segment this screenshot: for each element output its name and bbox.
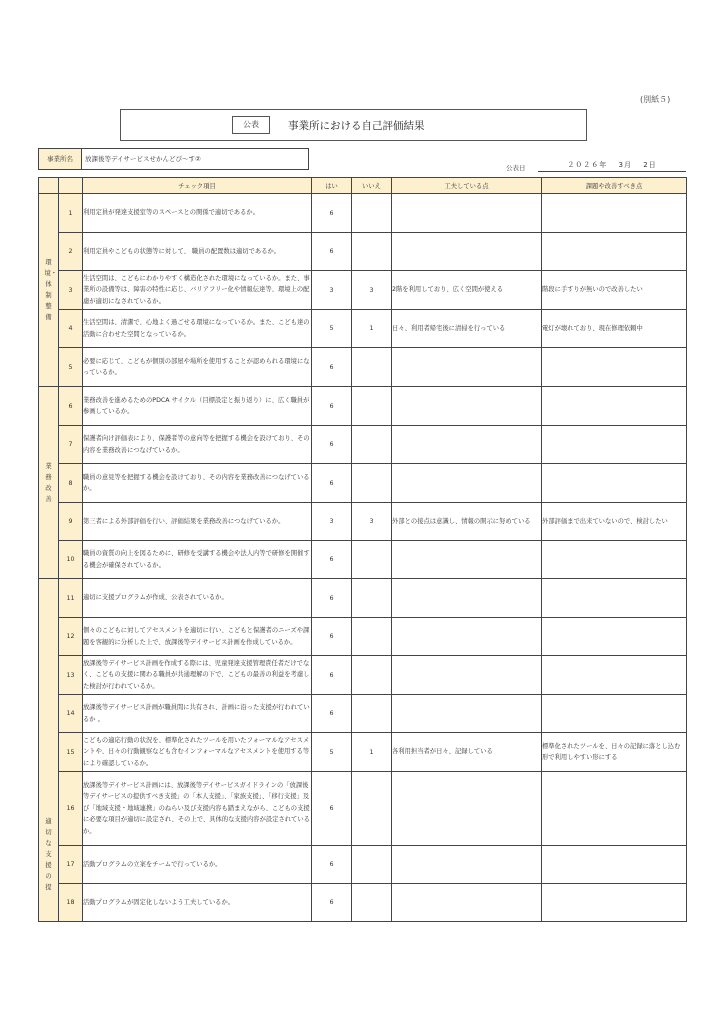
item-number: 3 — [59, 271, 83, 310]
header-good-points: 工夫している点 — [392, 178, 542, 194]
good-points — [392, 541, 542, 579]
item-number: 11 — [59, 579, 83, 618]
issues — [542, 772, 687, 846]
table-row — [39, 464, 687, 503]
category-label: 業務改善 — [45, 462, 52, 503]
table-row — [39, 271, 687, 310]
table-row — [39, 310, 687, 348]
item-number: 8 — [59, 464, 83, 503]
issues — [542, 464, 687, 503]
yes-count: 5 — [312, 310, 352, 348]
no-count — [352, 348, 392, 387]
no-count: 1 — [352, 310, 392, 348]
yes-count: 6 — [312, 656, 352, 695]
no-count — [352, 464, 392, 503]
good-points — [392, 387, 542, 426]
check-item: 放課後等デイサービス計画が職員間に共有され、計画に沿った支援が行われているか 。 — [83, 695, 312, 733]
header-category — [39, 178, 59, 194]
good-points — [392, 348, 542, 387]
issues — [542, 695, 687, 733]
item-number: 18 — [59, 884, 83, 922]
category-cell — [39, 579, 59, 922]
table-row — [39, 348, 687, 387]
table-row — [39, 194, 687, 233]
item-number: 2 — [59, 233, 83, 271]
no-count — [352, 233, 392, 271]
issues — [542, 618, 687, 656]
no-count — [352, 426, 392, 464]
yes-count: 6 — [312, 618, 352, 656]
table-row — [39, 846, 687, 884]
good-points — [392, 618, 542, 656]
table-header-row — [39, 178, 687, 194]
check-item: こどもの適応行動の状況を、標準化されたツールを用いたフォーマルなアセスメントや、日々の行動観察なども含むインフォーマルなアセスメントを使用する等により確認しているか。 — [83, 733, 312, 772]
good-points — [392, 426, 542, 464]
header-yes: はい — [312, 178, 352, 194]
issues: 電灯が壊れており、現在修理依頼中 — [542, 310, 687, 348]
table-row — [39, 233, 687, 271]
check-item: 利用定員やこどもの状態等に対して、 職員の配置数は適切であるか。 — [83, 233, 312, 271]
yes-count: 6 — [312, 846, 352, 884]
good-points — [392, 194, 542, 233]
yes-count: 3 — [312, 271, 352, 310]
issues — [542, 348, 687, 387]
good-points — [392, 579, 542, 618]
yes-count: 6 — [312, 579, 352, 618]
item-number: 17 — [59, 846, 83, 884]
table-row — [39, 426, 687, 464]
yes-count: 6 — [312, 387, 352, 426]
check-item: 利用定員が発達支援室等のスペースとの関係で適切であるか。 — [83, 194, 312, 233]
check-item: 保護者向け評価表により、保護者等の意向等を把握する機会を設けており、その内容を業務改善につなげているか。 — [83, 426, 312, 464]
table-row — [39, 884, 687, 922]
issues: 階段に手すりが無いので改善したい — [542, 271, 687, 310]
check-item: 職員の意見等を把握する機会を設けており、その内容を業務改善につなげているか。 — [83, 464, 312, 503]
no-count — [352, 618, 392, 656]
header-check-item: チェック項目 — [83, 178, 312, 194]
table-row — [39, 579, 687, 618]
yes-count: 6 — [312, 194, 352, 233]
item-number: 6 — [59, 387, 83, 426]
item-number: 15 — [59, 733, 83, 772]
yes-count: 6 — [312, 464, 352, 503]
no-count — [352, 884, 392, 922]
issues: 外部評価まで出来ていないので、検討したい — [542, 503, 687, 541]
category-label: 環境・体制整備 — [44, 259, 58, 321]
no-count — [352, 541, 392, 579]
no-count — [352, 387, 392, 426]
item-number: 16 — [59, 772, 83, 846]
check-item: 適切に支援プログラムが作成、公表されているか。 — [83, 579, 312, 618]
item-number: 7 — [59, 426, 83, 464]
no-count — [352, 194, 392, 233]
page-title: 事業所における自己評価結果 — [288, 120, 425, 132]
item-number: 10 — [59, 541, 83, 579]
check-item: 放課後等デイサービス計画には、放課後等デイサービスガイドラインの「放課後等デイサービスの提供すべき支援」の「本人支援」、「家族支援」、「移行支援」及び「地域支援・地域連携」のねらい及び支援内容も踏まえながら、こどもの支援に必要な項目が適切に設定され、その上で、具体的な支援内容が設定されているか。 — [83, 772, 312, 846]
check-item: 業務改善を進めるためのPDCA サイクル（目標設定と振り返り）に、広く職員が参画しているか。 — [83, 387, 312, 426]
check-item: 活動プログラムの立案をチームで行っているか。 — [83, 846, 312, 884]
self-evaluation-table — [38, 177, 687, 922]
good-points: 日々、利用者帰宅後に清掃を行っている — [392, 310, 542, 348]
no-count — [352, 656, 392, 695]
check-item: 生活空間は、清潔で、心地よく過ごせる環境になっているか。また、こども達の活動に合わせた空間となっているか。 — [83, 310, 312, 348]
check-item: 生活空間は、こどもにわかりやすく構造化された環境になっているか。また、事業所の設備等は、障害の特性に応じ、バリアフリー化や情報伝達等、環境上の配慮が適切になされているか。 — [83, 271, 312, 310]
category-cell — [39, 387, 59, 579]
issues — [542, 426, 687, 464]
table-row — [39, 656, 687, 695]
yes-count: 3 — [312, 503, 352, 541]
yes-count: 6 — [312, 541, 352, 579]
issues — [542, 884, 687, 922]
table-row — [39, 772, 687, 846]
yes-count: 6 — [312, 233, 352, 271]
item-number: 9 — [59, 503, 83, 541]
item-number: 13 — [59, 656, 83, 695]
office-name-label: 事業所名 — [38, 148, 82, 170]
category-cell — [39, 194, 59, 387]
check-item: 活動プログラムが固定化しないよう工夫しているか。 — [83, 884, 312, 922]
item-number: 14 — [59, 695, 83, 733]
issues — [542, 194, 687, 233]
issues — [542, 541, 687, 579]
publication-date-label: 公表日 — [506, 164, 526, 172]
category-label: 適切な支援の提 — [45, 817, 52, 891]
table-row — [39, 733, 687, 772]
yes-count: 6 — [312, 695, 352, 733]
publication-badge: 公表 — [232, 116, 270, 134]
good-points — [392, 695, 542, 733]
issues — [542, 579, 687, 618]
issues — [542, 387, 687, 426]
good-points — [392, 884, 542, 922]
no-count — [352, 695, 392, 733]
header-no: いいえ — [352, 178, 392, 194]
item-number: 1 — [59, 194, 83, 233]
good-points — [392, 846, 542, 884]
no-count: 3 — [352, 503, 392, 541]
issues: 標準化されたツールを、日々の記録に落とし込む形で利用しやすい形にする — [542, 733, 687, 772]
no-count: 1 — [352, 733, 392, 772]
good-points — [392, 656, 542, 695]
item-number: 12 — [59, 618, 83, 656]
check-item: 個々のこどもに対してアセスメントを適切に行い、こどもと保護者のニーズや課題を客観的に分析した上で、放課後等デイサービス計画を作成しているか。 — [83, 618, 312, 656]
check-item: 第三者による外部評価を行い、評価結果を業務改善につなげているか。 — [83, 503, 312, 541]
good-points — [392, 233, 542, 271]
yes-count: 5 — [312, 733, 352, 772]
good-points — [392, 464, 542, 503]
table-row — [39, 541, 687, 579]
no-count — [352, 772, 392, 846]
table-row — [39, 618, 687, 656]
issues — [542, 656, 687, 695]
table-row — [39, 503, 687, 541]
check-item: 必要に応じて、こどもが個別の部屋や場所を使用することが認められる環境になっているか。 — [83, 348, 312, 387]
yes-count: 6 — [312, 772, 352, 846]
good-points: 各利用担当者が日々、記録している — [392, 733, 542, 772]
table-row — [39, 695, 687, 733]
yes-count: 6 — [312, 426, 352, 464]
good-points — [392, 772, 542, 846]
office-name-value: 放課後等デイサービスせかんどぴ〜す② — [82, 148, 309, 170]
good-points: 外部との接点は意識し、情報の開示に努めている — [392, 503, 542, 541]
check-item: 放課後等デイサービス計画を作成する際には、児童発達支援管理責任者だけでなく、こどもの支援に関わる職員が共通理解の下で、こどもの最善の利益を考慮した検討が行われているか。 — [83, 656, 312, 695]
check-item: 職員の資質の向上を図るために、研修を受講する機会や法人内等で研修を開催する機会が確保されているか。 — [83, 541, 312, 579]
item-number: 4 — [59, 310, 83, 348]
good-points: 2階を利用しており、広く空間が使える — [392, 271, 542, 310]
publication-date-value: ２０２６年 3月 2日 — [538, 160, 686, 172]
item-number: 5 — [59, 348, 83, 387]
no-count — [352, 579, 392, 618]
yes-count: 6 — [312, 884, 352, 922]
yes-count: 6 — [312, 348, 352, 387]
issues — [542, 846, 687, 884]
table-row — [39, 387, 687, 426]
appendix-label: (別紙５) — [640, 95, 671, 104]
header-number — [59, 178, 83, 194]
no-count: 3 — [352, 271, 392, 310]
header-issues: 課題や改善すべき点 — [542, 178, 687, 194]
issues — [542, 233, 687, 271]
no-count — [352, 846, 392, 884]
